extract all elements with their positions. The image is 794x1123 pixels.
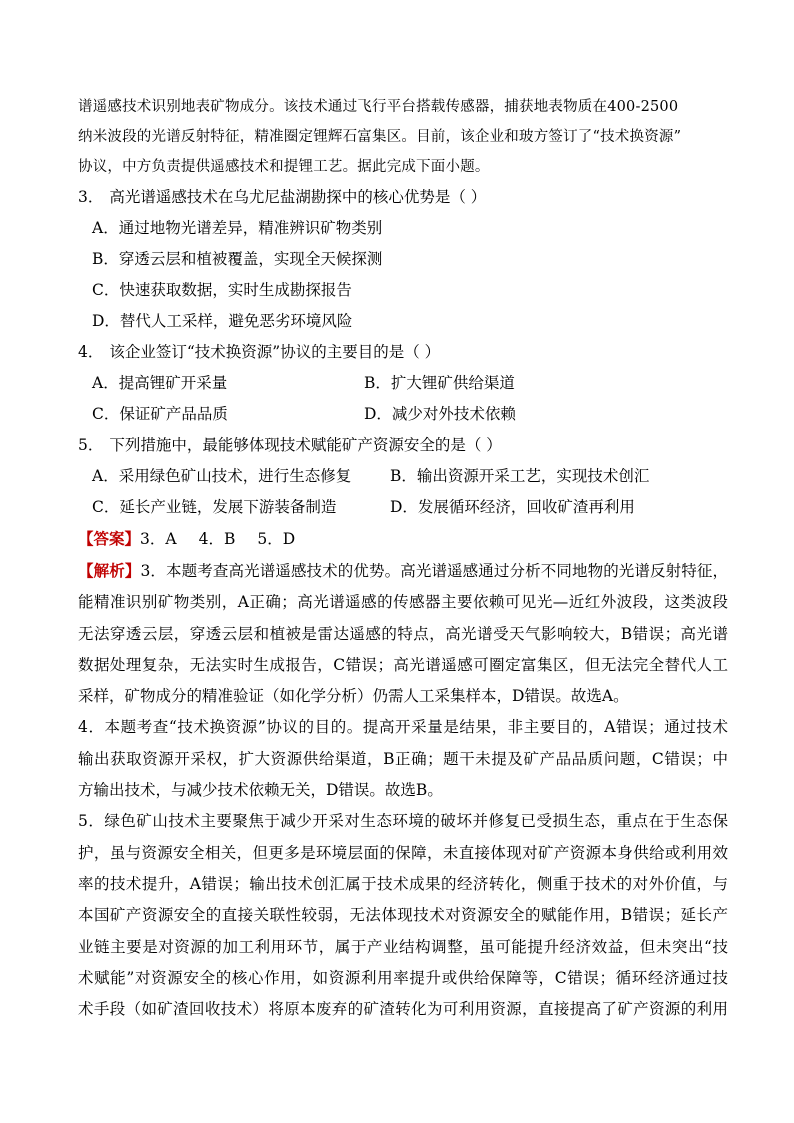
option-d: D．发展循环经济，回收矿渣再利用 — [390, 498, 635, 516]
analysis-line: 本国矿产资源安全的直接关联性较弱，无法体现技术对资源安全的赋能作用，B错误；延长产 — [78, 906, 728, 925]
question-number: 4． — [78, 343, 104, 361]
analysis-line: 采样，矿物成分的精准验证（如化学分析）仍需人工采集样本，D错误。故选A。 — [78, 687, 629, 706]
option-list — [78, 368, 728, 430]
analysis-line: 5．绿色矿山技术主要聚焦于减少开采对生态环境的破坏并修复已受损生态，重点在于生态保 — [78, 812, 728, 831]
analysis-line: 业链主要是对资源的加工利用环节，属于产业结构调整，虽可能提升经济效益，但未突出“技 — [78, 937, 728, 956]
question-stem — [78, 430, 728, 461]
option-c: C．快速获取数据，实时生成勘探报告 — [92, 281, 352, 299]
analysis-label: 【解析】 — [78, 561, 141, 580]
option-a: A．通过地物光谱差异，精准辨识矿物类别 — [92, 219, 383, 237]
option-d: D．减少对外技术依赖 — [364, 405, 516, 423]
option-d: D．替代人工采样，避免恶劣环境风险 — [92, 312, 353, 330]
analysis-line — [78, 555, 728, 587]
analysis-section — [78, 555, 728, 1025]
question-number: 5． — [78, 436, 104, 454]
answer-label: 【答案】 — [78, 529, 141, 548]
option-a: A．提高锂矿开采量 — [92, 374, 228, 392]
option-a: A．采用绿色矿山技术，进行生态修复 — [92, 467, 352, 485]
analysis-line: 术手段（如矿渣回收技术）将原本废弃的矿渣转化为可利用资源，直接提高了矿产资源的利用 — [78, 1000, 728, 1019]
question-stem — [78, 337, 728, 368]
analysis-line: 数据处理复杂，无法实时生成报告，C错误；高光谱遥感可圈定富集区，但无法完全替代人工 — [78, 655, 728, 674]
analysis-line: 护，虽与资源安全相关，但更多是环境层面的保障，未直接体现对矿产资源本身供给或利用效 — [78, 843, 728, 862]
question-5 — [78, 430, 728, 523]
analysis-line: 无法穿透云层，穿透云层和植被是雷达遥感的特点，高光谱受天气影响较大，B错误；高光谱 — [78, 624, 728, 643]
analysis-text: 3．本题考查高光谱遥感技术的优势。高光谱遥感通过分析不同地物的光谱反射特征， — [140, 562, 728, 580]
question-4 — [78, 337, 728, 430]
question-text: 下列措施中，最能够体现技术赋能矿产资源安全的是（ ） — [109, 436, 502, 454]
option-b: B．穿透云层和植被覆盖，实现全天候探测 — [92, 250, 383, 268]
option-b: B．扩大锂矿供给渠道 — [364, 374, 515, 392]
analysis-line: 能精准识别矿物类别，A正确；高光谱遥感的传感器主要依赖可见光—近红外波段，这类波段 — [78, 593, 728, 612]
option-c: C．延长产业链，发展下游装备制造 — [92, 498, 337, 516]
option-c: C．保证矿产品品质 — [92, 405, 228, 423]
answer-line — [78, 523, 728, 555]
answer-item: 5．D — [257, 530, 296, 548]
answer-item: 4．B — [198, 530, 236, 548]
option-list — [78, 461, 728, 523]
intro-line: 协议，中方负责提供遥感技术和提锂工艺。据此完成下面小题。 — [78, 159, 490, 175]
question-3 — [78, 182, 728, 337]
analysis-line: 率的技术提升，A错误；输出技术创汇属于技术成果的经济转化，侧重于技术的对外价值，与 — [78, 874, 728, 893]
question-text: 该企业签订“技术换资源”协议的主要目的是（ ） — [109, 343, 441, 361]
intro-passage — [78, 92, 728, 182]
question-text: 高光谱遥感技术在乌尤尼盐湖勘探中的核心优势是（ ） — [109, 188, 487, 206]
question-stem — [78, 182, 728, 213]
intro-line: 谱遥感技术识别地表矿物成分。该技术通过飞行平台搭载传感器，捕获地表物质在400-2500 — [78, 99, 679, 115]
option-b: B．输出资源开采工艺，实现技术创汇 — [390, 467, 650, 485]
option-list — [78, 213, 728, 337]
question-number: 3． — [78, 188, 104, 206]
analysis-line: 术赋能”对资源安全的核心作用，如资源利用率提升或供给保障等，C错误；循环经济通过技 — [78, 968, 728, 987]
document-page — [78, 92, 728, 1025]
analysis-line: 输出获取资源开采权，扩大资源供给渠道，B正确；题干未提及矿产品品质问题，C错误；中 — [78, 749, 728, 768]
intro-line: 纳米波段的光谱反射特征，精准圈定锂辉石富集区。目前，该企业和玻方签订了“技术换资源” — [78, 129, 682, 145]
answer-item: 3．A — [140, 530, 177, 548]
analysis-line: 4．本题考查“技术换资源”协议的目的。提高开采量是结果，非主要目的，A错误；通过技术 — [78, 718, 728, 737]
analysis-line: 方输出技术，与减少技术依赖无关，D错误。故选B。 — [78, 781, 443, 800]
